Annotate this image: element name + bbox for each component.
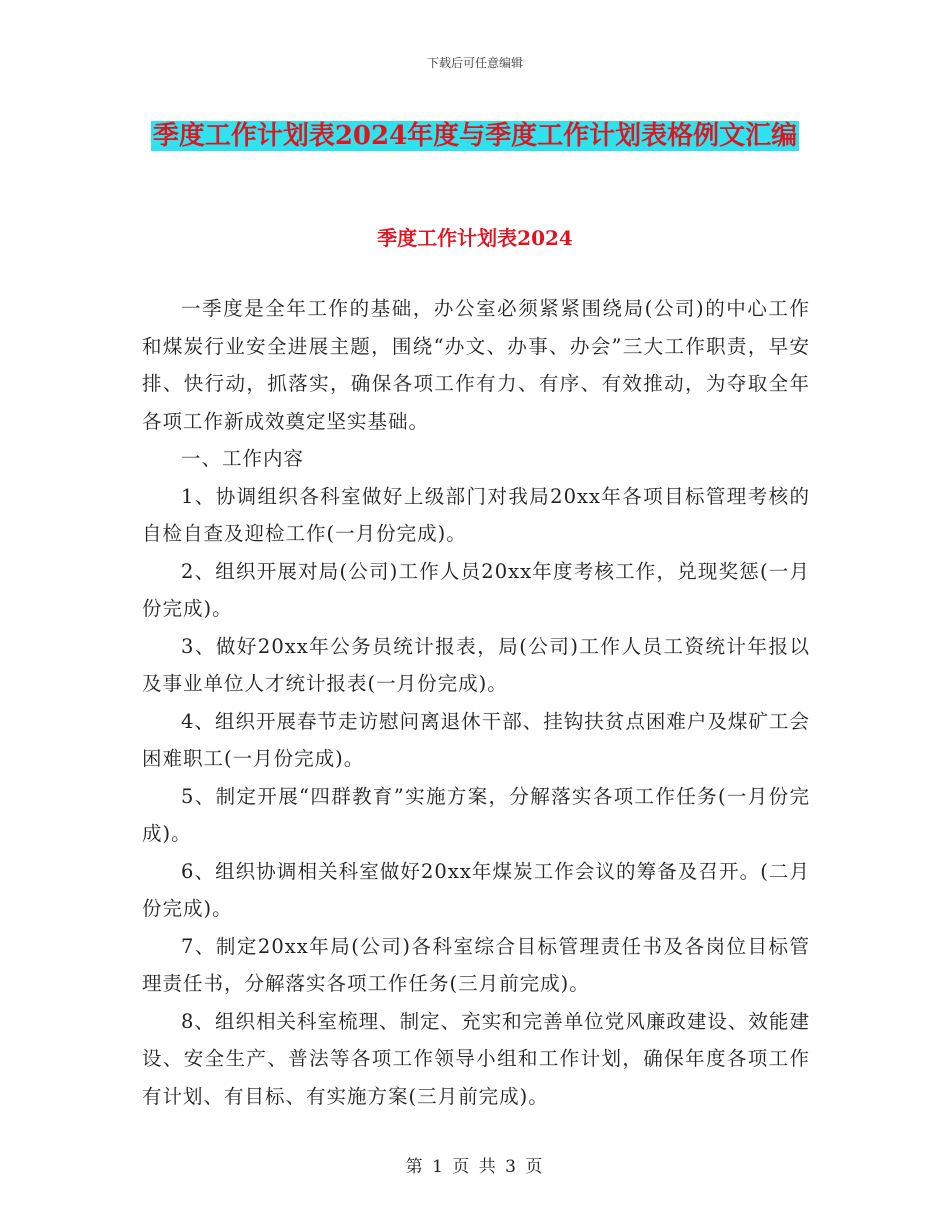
paragraph: 2、组织开展对局(公司)工作人员20xx年度考核工作，兑现奖惩(一月份完成)。 [142,559,810,620]
document-title [140,112,810,160]
section-title: 季度工作计划表2024 [377,226,573,250]
page-footer: 第 1 页 共 3 页 [405,1157,545,1177]
document-body [142,290,810,1115]
paragraph: 7、制定20xx年局(公司)各科室综合目标管理责任书及各岗位目标管理责任书，分解落实各项工作任务(三月前完成)。 [142,934,810,995]
paragraph: 一季度是全年工作的基础，办公室必须紧紧围绕局(公司)的中心工作和煤炭行业安全进展主题，围绕“办文、办事、办会”三大工作职责，早安排、快行动，抓落实，确保各项工作有力、有序、有效推动，为夺取全年各项工作新成效奠定坚实基础。 [142,297,810,433]
paragraph: 1、协调组织各科室做好上级部门对我局20xx年各项目标管理考核的自检自查及迎检工作(一月份完成)。 [142,484,810,545]
paragraph: 8、组织相关科室梳理、制定、充实和完善单位党风廉政建设、效能建设、安全生产、普法等各项工作领导小组和工作计划，确保年度各项工作有计划、有目标、有实施方案(三月前完成)。 [142,1009,810,1108]
header-note: 下载后可任意编辑 [426,56,523,70]
paragraph: 6、组织协调相关科室做好20xx年煤炭工作会议的筹备及召开。(二月份完成)。 [142,859,810,920]
paragraph: 5、制定开展“四群教育”实施方案，分解落实各项工作任务(一月份完成)。 [142,784,810,845]
paragraph: 一、工作内容 [181,447,305,470]
document-title-text: 季度工作计划表2024年度与季度工作计划表格例文汇编 [152,121,798,151]
paragraph: 4、组织开展春节走访慰问离退休干部、挂钩扶贫点困难户及煤矿工会困难职工(一月份完成)。 [142,709,810,770]
paragraph: 3、做好20xx年公务员统计报表，局(公司)工作人员工资统计年报以及事业单位人才统计报表(一月份完成)。 [142,634,810,695]
